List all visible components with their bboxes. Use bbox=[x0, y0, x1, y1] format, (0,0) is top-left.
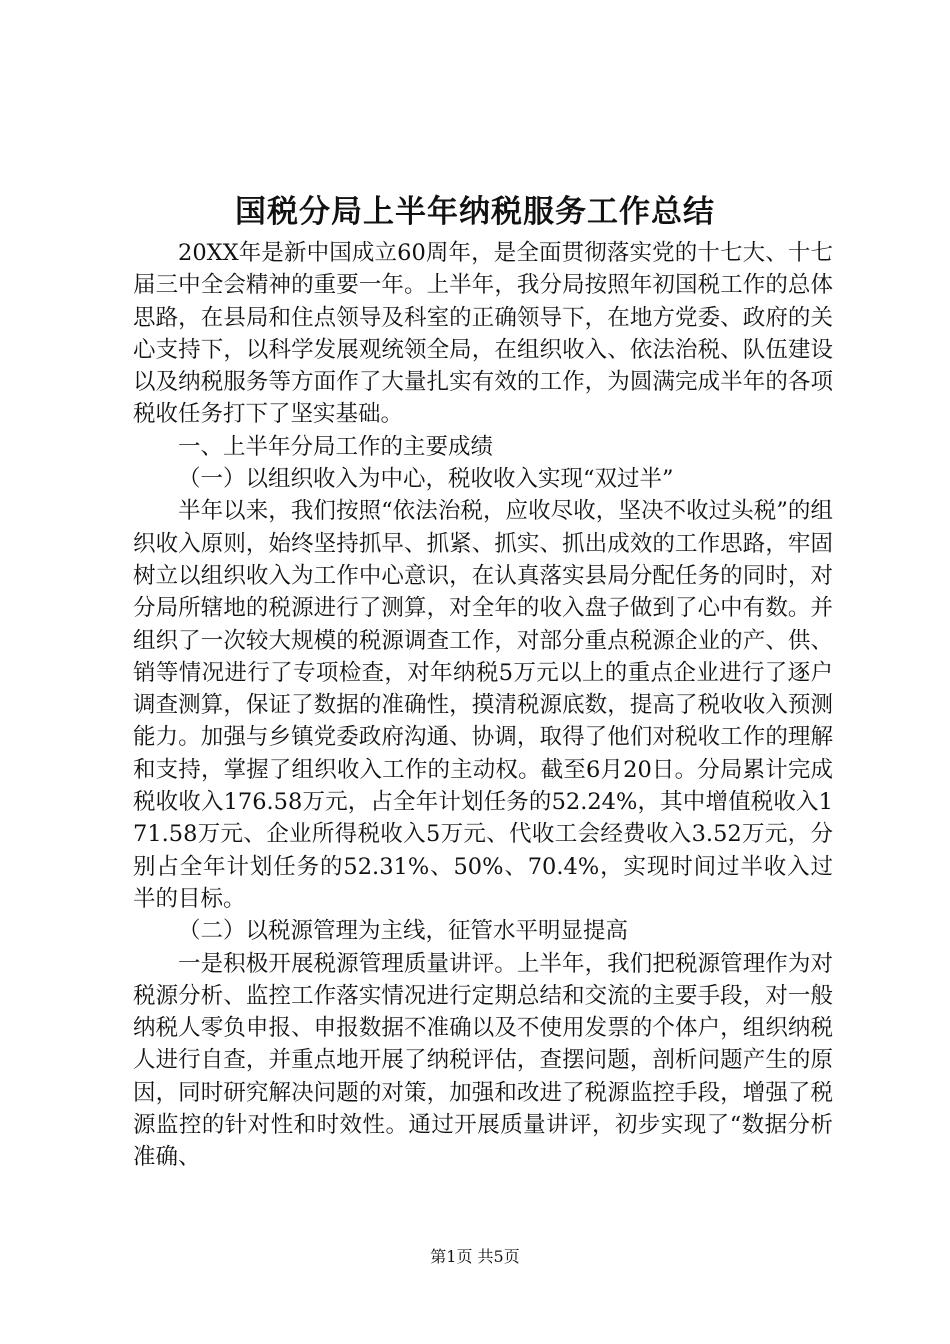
section-heading-1: 一、上半年分局工作的主要成绩 bbox=[178, 433, 494, 460]
subsection-heading-1: （一）以组织收入为中心，税收收入实现“双过半” bbox=[178, 466, 674, 493]
intro-paragraph: 20XX年是新中国成立60周年，是全面贯彻落实党的十七大、十七届三中全会精神的重要一年。上半年，我分局按照年初国税工作的总体思路，在县局和住点领导及科室的正确领导下，在地方党委、政府的关心支持下，以科学发展观统领全局，在组织收入、依法治税、队伍建设以及纳税服务等方面作了大量扎实有效的工作，为圆满完成半年的各项税收任务打下了坚实基础。 bbox=[133, 240, 833, 428]
body-paragraph-2: 一是积极开展税源管理质量讲评。上半年，我们把税源管理作为对税源分析、监控工作落实情况进行定期总结和交流的主要手段，对一般纳税人零负申报、申报数据不准确以及不使用发票的个体户，组织纳税人进行自查，并重点地开展了纳税评估，查摆问题，剖析问题产生的原因，同时研究解决问题的对策，加强和改进了税源监控手段，增强了税源监控的针对性和时效性。通过开展质量讲评，初步实现了“数据分析准确、 bbox=[133, 950, 833, 1171]
document-body bbox=[133, 237, 833, 1174]
document-title: 国税分局上半年纳税服务工作总结 bbox=[235, 194, 715, 230]
page-footer: 第1页 共5页 bbox=[430, 1247, 520, 1266]
body-paragraph-1: 半年以来，我们按照“依法治税，应收尽收，坚决不收过头税”的组织收入原则，始终坚持抓早、抓紧、抓实、抓出成效的工作思路，牢固树立以组织收入为工作中心意识，在认真落实县局分配任务的同时，对分局所辖地的税源进行了测算，对全年的收入盘子做到了心中有数。并组织了一次较大规模的税源调查工作，对部分重点税源企业的产、供、销等情况进行了专项检查，对年纳税5万元以上的重点企业进行了逐户调查测算，保证了数据的准确性，摸清税源底数，提高了税收收入预测能力。加强与乡镇党委政府沟通、协调，取得了他们对税收工作的理解和支持，掌握了组织收入工作的主动权。截至6月20日。分局累计完成税收收入176.58万元，占全年计划任务的52.24%，其中增值税收入171.58万元、企业所得税收入5万元、代收工会经费收入3.52万元，分别占全年计划任务的52.31%、50%、70.4%，实现时间过半收入过半的目标。 bbox=[133, 498, 833, 912]
subsection-heading-2: （二）以税源管理为主线，征管水平明显提高 bbox=[178, 918, 629, 945]
